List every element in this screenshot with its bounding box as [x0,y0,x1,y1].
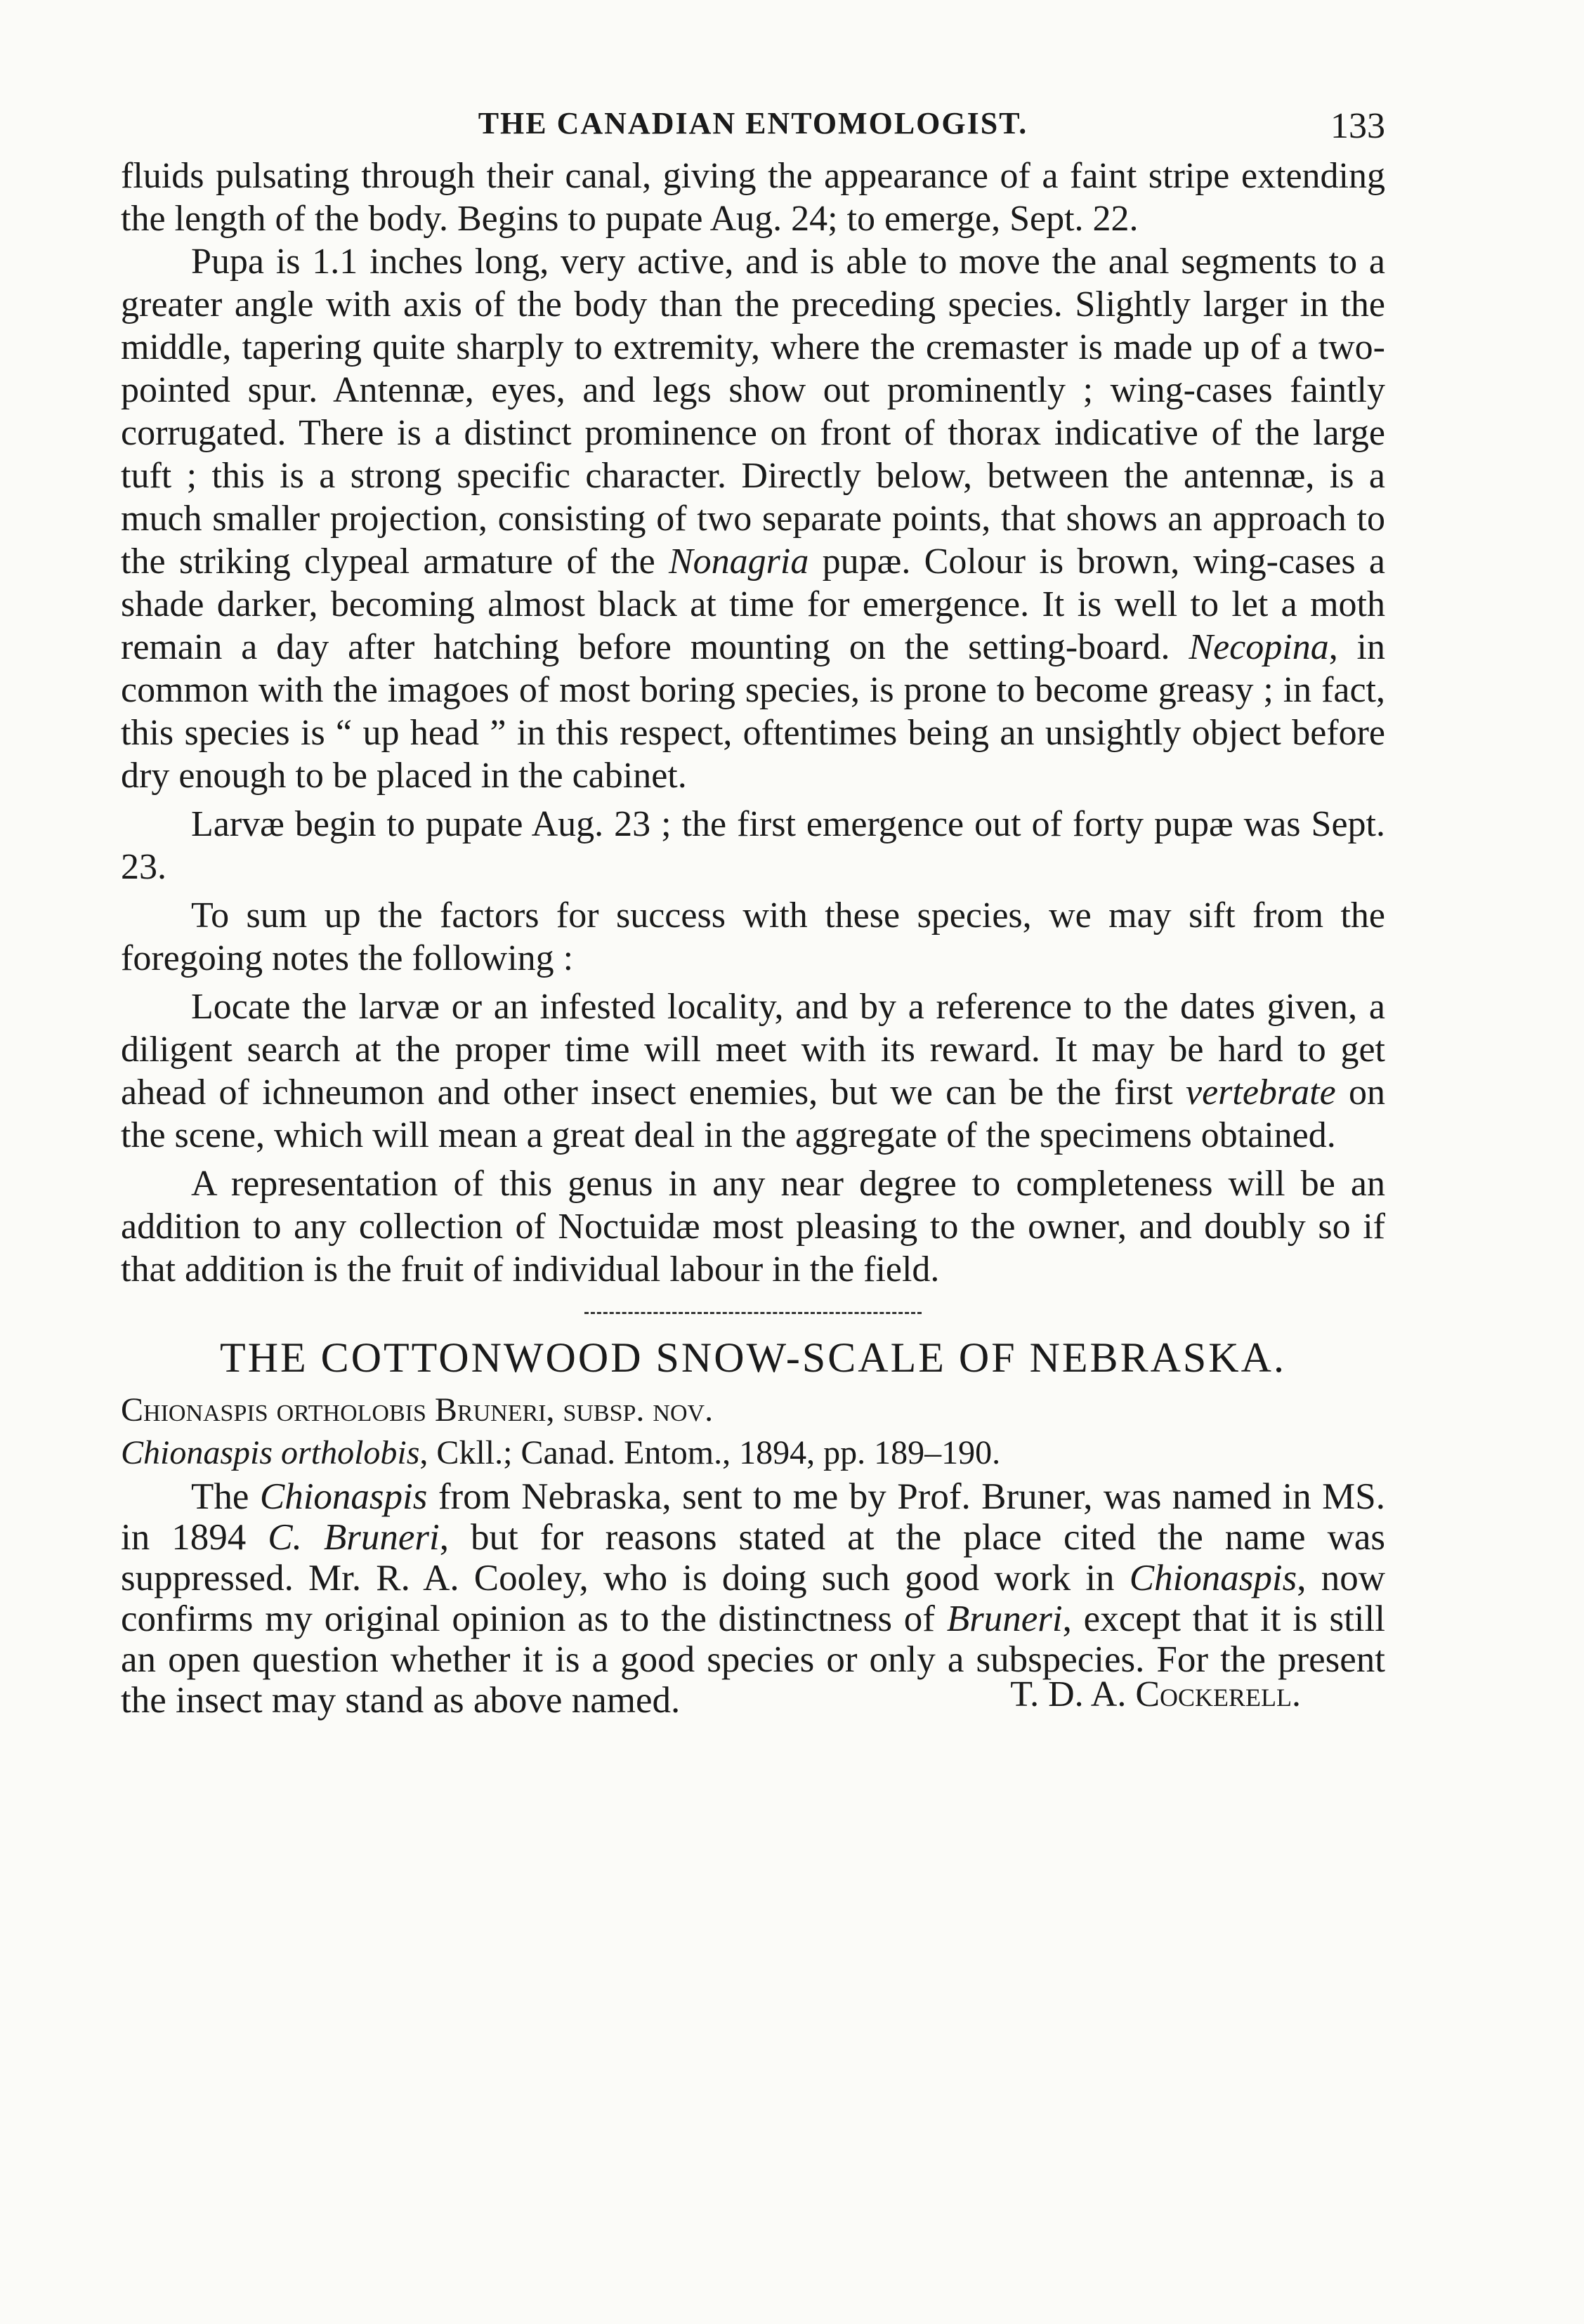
journal-page [121,105,1385,1721]
citation-reference: , Ckll.; Canad. Entom., 1894, pp. 189–190. [419,1434,1001,1471]
paragraph [121,803,1385,888]
paragraph [121,985,1385,1157]
italic-term: Chionaspis [259,1476,428,1517]
text-run: fluids pulsating through their canal, giving the appearance of a faint stripe extending the length of the body. Begins to pupate Aug. 24; to emerge, Sept. 22. [121,156,1385,239]
paragraph [121,1162,1385,1291]
text-run: on the scene, which will mean a great deal in the aggregate of the specimens obtained. [121,1072,1386,1155]
text-run: Locate the larvæ or an infested locality, and by a reference to the dates given, a diligent search at the proper time will meet with its reward. It may be hard to get ahead of ichneumon and other insect enemies, but we can be the first [121,987,1385,1112]
text-run: A representation of this genus in any near degree to completeness will be an addition to any collection of Noctuidæ most pleasing to the owner, and doubly so if that addition is the fruit of individual labour in the field. [121,1164,1385,1289]
text-run: , but for reasons stated at the place cited the name was suppressed. Mr. R. A. Cooley, who is doing such good work in [121,1517,1385,1598]
text-run: from Nebraska, sent to me by Prof. Bruner, was named in MS. in 1894 [121,1476,1385,1558]
paragraph [121,155,1385,240]
italic-term: Bruneri [946,1598,1063,1639]
italic-term: vertebrate [1186,1072,1336,1112]
text-run: Pupa is 1.1 inches long, very active, and is able to move the anal segments to a greater angle with axis of the body than the preceding species. Slightly larger in the middle, tapering quite sharply to extremity, where the cremaster is made up of a two-pointed spur. Antennæ, eyes, and legs show out prominently ; wing-cases faintly corrugated. There is a distinct prominence on front of thorax indicative of the large tuft ; this is a strong specific character. Directly below, between the antennæ, is a much smaller projection, consisting of two separate points, that shows an approach to the striking clypeal armature of the [121,242,1385,582]
text-run: To sum up the factors for success with these species, we may sift from the foregoing notes the following : [121,895,1385,978]
new-article [121,1334,1385,1721]
citation-taxon: Chionaspis ortholobis [121,1434,420,1471]
text-run: , in common with the imagoes of most boring species, is prone to become greasy ; in fact, this species is “ up head ” in this respect, oftentimes being an unsightly object before dry enough to be placed in the cabinet. [121,627,1386,796]
text-run: Larvæ begin to pupate Aug. 23 ; the first emergence out of forty pupæ was Sept. 23. [121,804,1385,887]
italic-term: Nonagria [669,541,809,582]
italic-term: C. Bruneri [268,1517,440,1558]
journal-title: THE CANADIAN ENTOMOLOGIST. [478,106,1028,140]
section-divider [584,1312,922,1314]
text-run: The [191,1476,260,1517]
text-run: , except that it is still an open question whether it is a good species or only a subspecies. For the present the insect may stand as above named. [121,1598,1385,1721]
author-signature: T. D. A. Cockerell. [1010,1674,1301,1714]
paragraph [121,894,1385,980]
italic-term: Necopina [1189,627,1329,667]
text-run: pupæ. Colour is brown, wing-cases a shade darker, becoming almost black at time for emergence. It is well to let a moth remain a day after hatching before mounting on the setting-board. [121,541,1385,667]
article-continuation [121,155,1385,1291]
taxon-line: Chionaspis ortholobis Bruneri, subsp. nov. [121,1391,714,1429]
paragraph [121,240,1385,797]
running-head [121,105,1385,155]
italic-term: Chionaspis [1129,1558,1297,1598]
page-number: 133 [1330,106,1385,146]
citation-line [121,1433,1385,1472]
article-title: THE COTTONWOOD SNOW-SCALE OF NEBRASKA. [220,1334,1286,1381]
text-run: , now confirms my original opinion as to the distinctness of [121,1558,1385,1639]
